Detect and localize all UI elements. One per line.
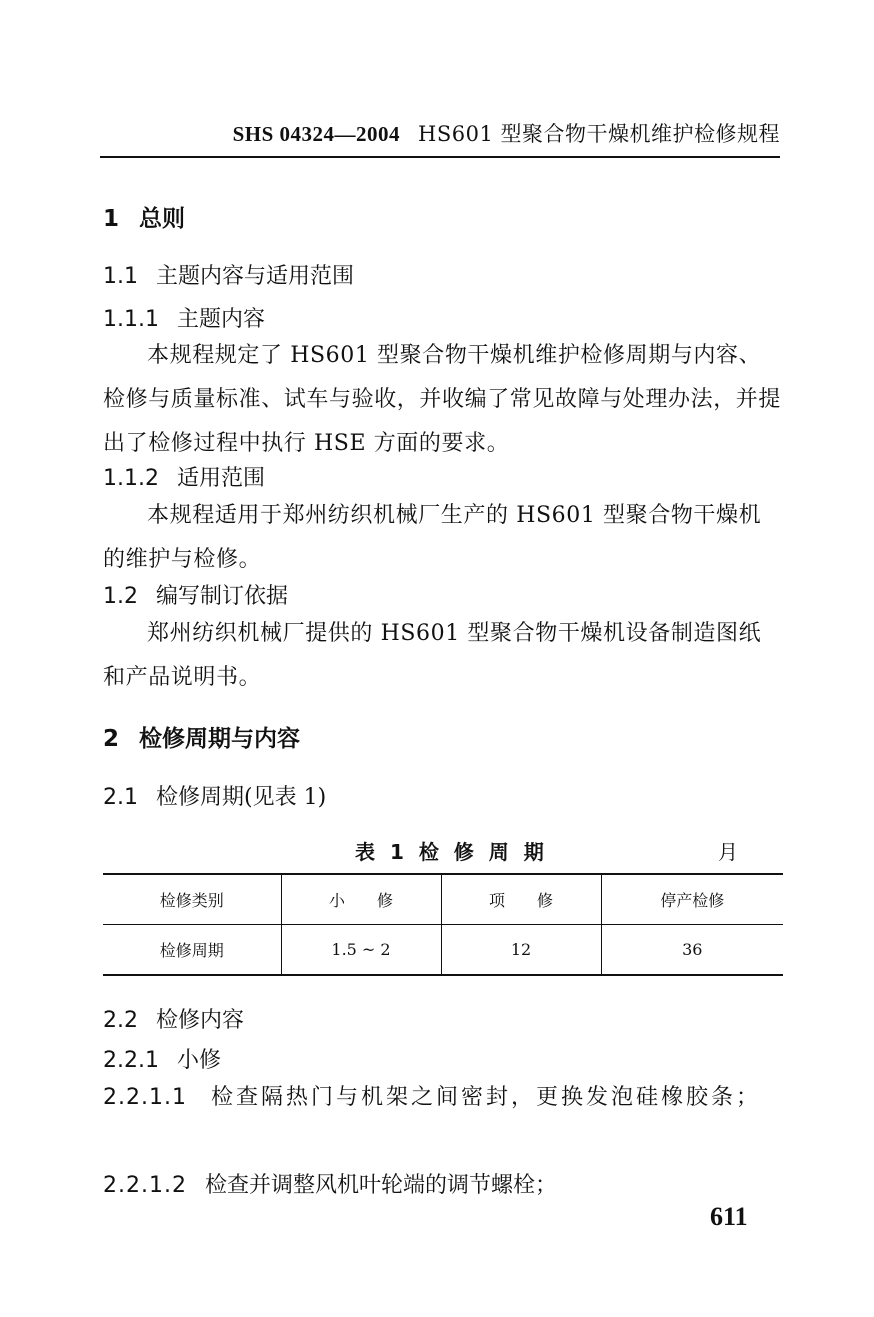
section-number: 1.2	[103, 584, 138, 609]
item-2-2-1-2	[103, 1164, 783, 1208]
section-number: 2.1	[103, 785, 138, 810]
section-title: 适用范围	[176, 466, 265, 491]
section-number: 1	[103, 206, 120, 232]
paragraph-1-1-2: 本规程适用于郑州纺织机械厂生产的 HS601 型聚合物干燥机的维护与检修。	[103, 503, 762, 572]
section-number: 2.2.1	[103, 1048, 159, 1073]
section-1-heading	[103, 200, 783, 233]
section-1-2-heading	[103, 579, 783, 610]
section-title: 小修	[176, 1048, 221, 1073]
section-title: 检修内容	[156, 1008, 245, 1033]
section-title: 检修周期与内容	[139, 726, 301, 752]
section-2-heading	[103, 720, 783, 753]
section-title: 主题内容与适用范围	[156, 264, 355, 289]
running-header	[0, 118, 780, 148]
paragraph-1-1-1: 本规程规定了 HS601 型聚合物干燥机维护检修周期与内容、检修与质量标准、试车与验收，并收编了常见故障与处理办法，并提出了检修过程中执行 HSE 方面的要求。	[103, 343, 782, 456]
table-unit: 月	[718, 840, 738, 864]
table-cell: 1.5 ~ 2	[281, 925, 441, 976]
standard-code: SHS 04324—2004	[232, 122, 401, 146]
section-1-1-2-heading	[103, 461, 783, 492]
table-header-cell: 检修类别	[159, 891, 224, 910]
section-title: 检修周期(见表 1)	[156, 785, 327, 810]
table-cell: 12	[441, 925, 601, 976]
section-title: 主题内容	[176, 307, 265, 332]
table-header-row	[103, 874, 783, 925]
item-number: 2.2.1.2	[103, 1173, 187, 1198]
item-text: 检查隔热门与机架之间密封，更换发泡硅橡胶条；	[210, 1085, 761, 1110]
table-header-cell: 项 修	[441, 874, 601, 925]
maintenance-cycle-table	[103, 873, 783, 976]
table-header-cell: 小 修	[281, 874, 441, 925]
section-title: 编写制订依据	[156, 584, 289, 609]
section-2-2-1-heading	[103, 1043, 783, 1074]
page-number: 611	[710, 1202, 748, 1231]
item-number: 2.2.1.1	[103, 1085, 187, 1110]
table-cell: 检修周期	[159, 941, 224, 960]
section-2-2-heading	[103, 1003, 783, 1034]
section-number: 1.1	[103, 264, 138, 289]
section-number: 2.2	[103, 1008, 138, 1033]
section-1-1-heading	[103, 259, 783, 290]
section-number: 1.1.2	[103, 466, 159, 491]
section-number: 2	[103, 726, 120, 752]
table-header-cell: 停产检修	[601, 874, 783, 925]
table-caption: 表 1 检 修 周 期	[355, 840, 548, 864]
table-row	[103, 925, 783, 976]
standard-title: HS601 型聚合物干燥机维护检修规程	[418, 122, 780, 146]
paragraph-1-2: 郑州纺织机械厂提供的 HS601 型聚合物干燥机设备制造图纸和产品说明书。	[103, 621, 762, 690]
table-cell: 36	[601, 925, 783, 976]
item-text: 检查并调整风机叶轮端的调节螺栓；	[204, 1173, 557, 1198]
section-title: 总则	[139, 206, 186, 232]
item-2-2-1-1	[103, 1076, 783, 1120]
section-1-1-1-heading	[103, 302, 783, 333]
section-2-1-heading	[103, 780, 783, 811]
section-number: 1.1.1	[103, 307, 159, 332]
header-rule	[100, 156, 780, 158]
